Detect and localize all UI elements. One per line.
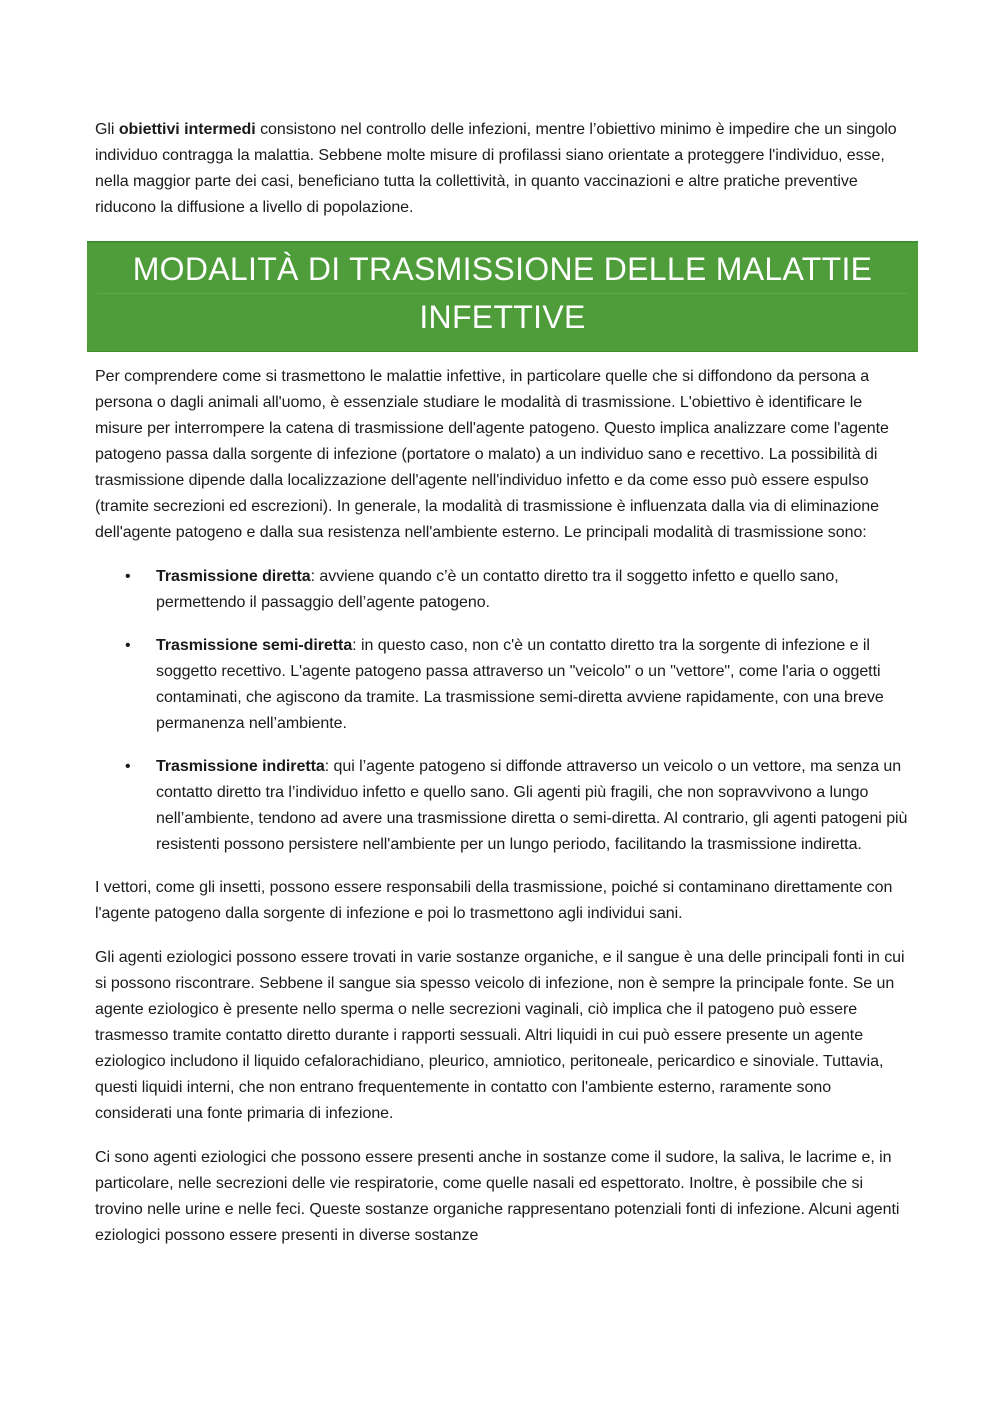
list-item-text: : in questo caso, non c'è un contatto diretto tra la sorgente di infezione e il soggetto recettivo. L'agente patogeno passa attraverso un "veicolo" o un "vettore", come l'aria o oggetti contaminati, che agiscono da tramite. La trasmissione semi-diretta avviene rapidamente, con una breve permanenza nell’ambiente.	[156, 637, 884, 732]
list-item	[95, 633, 910, 737]
transmission-modes-list	[95, 564, 910, 858]
list-item	[95, 754, 910, 858]
paragraph-transmission-intro: Per comprendere come si trasmettono le malattie infettive, in particolare quelle che si diffondono da persona a persona o dagli animali all'uomo, è essenziale studiare le modalità di trasmissione. L'obiettivo è identificare le misure per interrompere la catena di trasmissione dell'agente patogeno. Questo implica analizzare come l'agente patogeno passa dalla sorgente di infezione (portatore o malato) a un individuo sano e recettivo. La possibilità di trasmissione dipende dalla localizzazione dell'agente nell'individuo infetto e da come esso può essere espulso (tramite secrezioni ed escrezioni). In generale, la modalità di trasmissione è influenzata dalla via di eliminazione dell'agente patogeno e dalla sua resistenza nell'ambiente esterno. Le principali modalità di trasmissione sono:	[95, 368, 889, 541]
intro-lead: Gli	[95, 121, 119, 138]
paragraph-secretions: Ci sono agenti eziologici che possono essere presenti anche in sostanze come il sudore, la saliva, le lacrime e, in particolare, nelle secrezioni delle vie respiratorie, come quelle nasali ed espettorato. Inoltre, è possibile che si trovino nelle urine e nelle feci. Queste sostanze organiche rappresentano potenziali fonti di infezione. Alcuni agenti eziologici possono essere presenti in diverse sostanze	[95, 1149, 900, 1244]
list-item-term: Trasmissione indiretta	[156, 758, 325, 775]
section-heading-banner	[87, 241, 918, 352]
intro-paragraph	[95, 117, 910, 221]
list-item	[95, 564, 910, 616]
paragraph-organic-substances: Gli agenti eziologici possono essere trovati in varie sostanze organiche, e il sangue è una delle principali fonti in cui si possono riscontrare. Sebbene il sangue sia spesso veicolo di infezione, non è sempre la principale fonte. Se un agente eziologico è presente nello sperma o nelle secrezioni vaginali, ciò implica che il patogeno può essere trasmesso tramite contatto diretto durante i rapporti sessuali. Altri liquidi in cui può essere presente un agente eziologico includono il liquido cefalorachidiano, pleurico, amniotico, peritoneale, pericardico e sinoviale. Tuttavia, questi liquidi interni, che non entrano frequentemente in contatto con l'ambiente esterno, raramente sono considerati una fonte primaria di infezione.	[95, 949, 905, 1122]
list-item-term: Trasmissione diretta	[156, 568, 311, 585]
list-item-term: Trasmissione semi-diretta	[156, 637, 353, 654]
bullet-marker: •	[125, 568, 131, 585]
list-item-text: : qui l’agente patogeno si diffonde attraverso un veicolo o un vettore, ma senza un contatto diretto tra l’individuo infetto e quello sano. Gli agenti più fragili, che non sopravvivono a lungo nell’ambiente, tendono ad avere una trasmissione diretta o semi-diretta. Al contrario, gli agenti patogeni più resistenti possono persistere nell'ambiente per un lungo periodo, facilitando la trasmissione indiretta.	[156, 758, 908, 853]
intro-bold-term: obiettivi intermedi	[118, 121, 256, 138]
bullet-marker: •	[125, 637, 131, 654]
section-heading-line1: MODALITÀ DI TRASMISSIONE DELLE MALATTIE	[97, 246, 908, 294]
section-heading-line2: INFETTIVE	[419, 299, 586, 335]
list-item-text: : avviene quando c’è un contatto diretto tra il soggetto infetto e quello sano, permettendo il passaggio dell’agente patogeno.	[156, 568, 839, 611]
intro-rest: consistono nel controllo delle infezioni, mentre l’obiettivo minimo è impedire che un singolo individuo contragga la malattia. Sebbene molte misure di profilassi siano orientate a proteggere l'individuo, esse, nella maggior parte dei casi, beneficiano tutta la collettività, in quanto vaccinazioni e altre pratiche preventive riducono la diffusione a livello di popolazione.	[95, 121, 897, 216]
paragraph-vectors: I vettori, come gli insetti, possono essere responsabili della trasmissione, poiché si contaminano direttamente con l'agente patogeno dalla sorgente di infezione e poi lo trasmettono agli individui sani.	[95, 879, 893, 922]
bullet-marker: •	[125, 758, 131, 775]
page-content	[95, 117, 910, 1267]
